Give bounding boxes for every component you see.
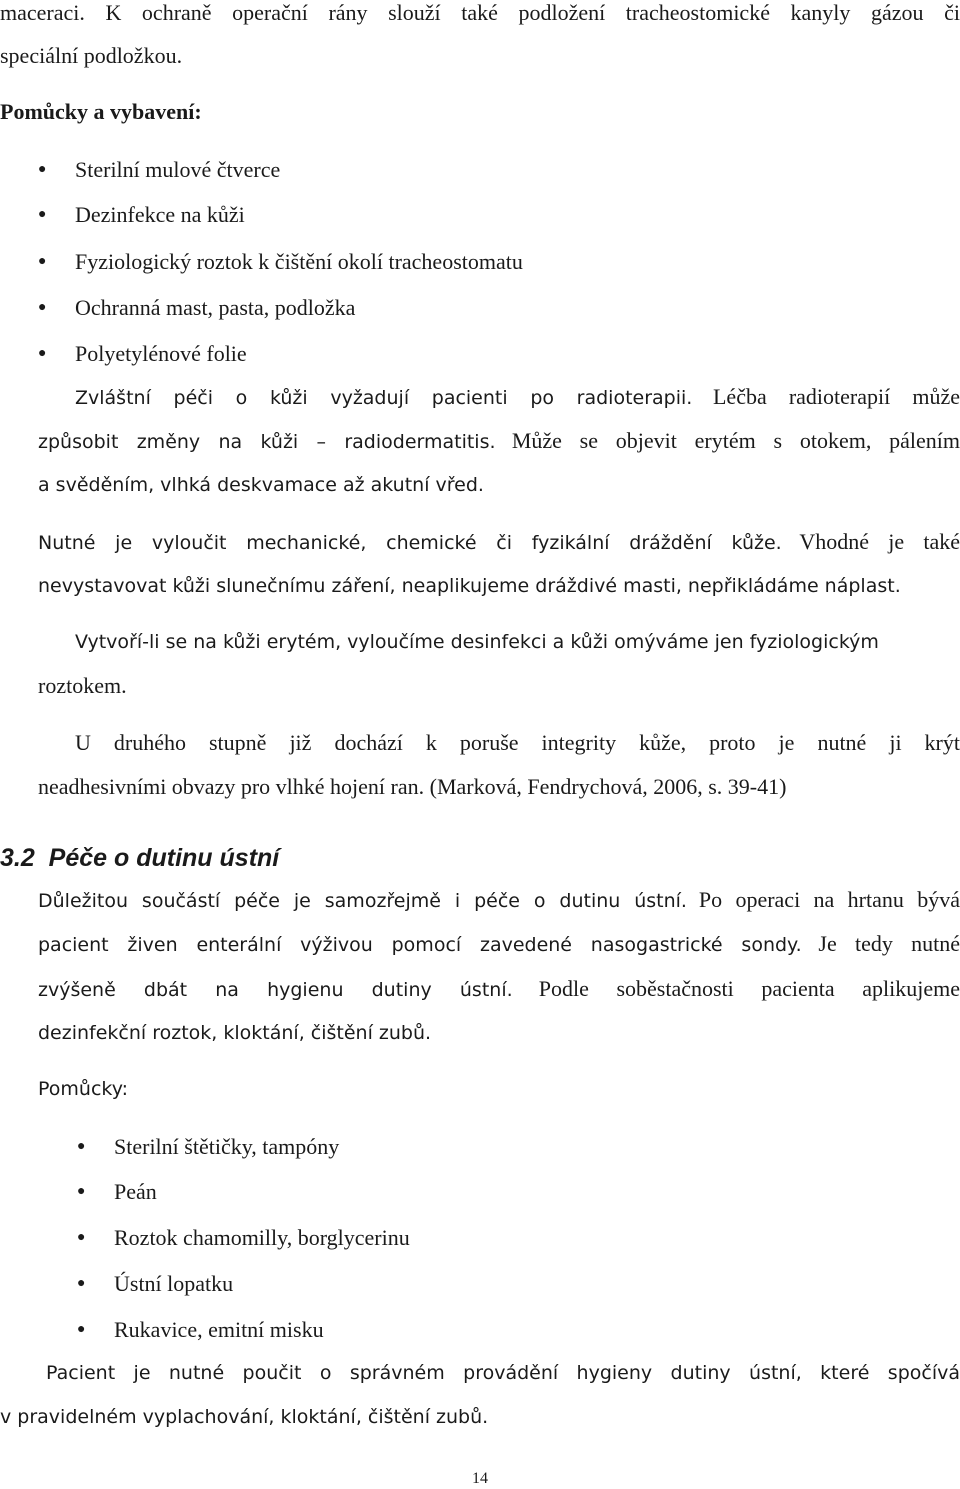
paragraph-radioterapie-line-2: způsobit změny na kůži – radiodermatitis. Může se objevit erytém s otokem, pálením [38,428,960,453]
paragraph-dutina-line-3: zvýšeně dbát na hygienu dutiny ústní. Podle soběstačnosti pacienta aplikujeme [38,976,960,1001]
paragraph-final-line-1: Pacient je nutné poučit o správném provádění hygieny dutiny ústní, které spočívá [46,1362,960,1384]
bullet-icon: ● [77,1230,86,1245]
bullet-icon: ● [77,1322,86,1337]
paragraph-druhy-stupen-line-2: neadhesivními obvazy pro vlhké hojení ran. (Marková, Fendrychová, 2006, s. 39-41) [38,774,787,799]
bullet-icon: ● [77,1139,86,1154]
bullet-icon: ● [38,207,47,222]
paragraph-druhy-stupen-line-1: U druhého stupně již dochází k poruše integrity kůže, proto je nutné ji krýt [75,730,960,755]
bullet-icon: ● [77,1184,86,1199]
list-item: Ústní lopatku [114,1271,234,1296]
paragraph-vytvori-line-2: roztokem. [38,673,127,698]
section-heading-3-2 [0,843,279,873]
paragraph-nutne-line-2: nevystavovat kůži slunečnímu záření, neaplikujeme dráždivé masti, nepřikládáme náplast. [38,575,901,597]
paragraph-dutina-line-1: Důležitou součástí péče je samozřejmě i péče o dutinu ústní. Po operaci na hrtanu bývá [38,887,960,912]
list-item: Rukavice, emitní misku [114,1317,324,1342]
intro-line-1: maceraci. K ochraně operační rány slouží také podložení tracheostomické kanyly gázou či [0,0,960,25]
list-item: Ochranná mast, pasta, podložka [75,295,356,320]
list-item: Peán [114,1179,157,1204]
bullet-icon: ● [38,300,47,315]
list-item: Polyetylénové folie [75,341,247,366]
page-number: 14 [472,1470,488,1487]
paragraph-nutne-line-1: Nutné je vyloučit mechanické, chemické či fyzikální dráždění kůže. Vhodné je také [38,529,960,554]
bullet-icon: ● [77,1276,86,1291]
pomucky-label: Pomůcky: [38,1078,128,1100]
bullet-icon: ● [38,254,47,269]
paragraph-dutina-line-4: dezinfekční roztok, kloktání, čištění zubů. [38,1022,432,1044]
bullet-icon: ● [38,162,47,177]
list-item: Roztok chamomilly, borglycerinu [114,1225,410,1250]
section-heading-pomucky-vybaveni: Pomůcky a vybavení: [0,99,202,124]
list-item: Sterilní štětičky, tampóny [114,1134,340,1159]
list-item: Fyziologický roztok k čištění okolí tracheostomatu [75,249,523,274]
paragraph-radioterapie-line-1: Zvláštní péči o kůži vyžadují pacienti po radioterapii. Léčba radioterapií může [75,384,960,409]
list-item: Dezinfekce na kůži [75,202,245,227]
bullet-icon: ● [38,346,47,361]
list-item: Sterilní mulové čtverce [75,157,281,182]
paragraph-radioterapie-line-3: a svěděním, vlhká deskvamace až akutní vřed. [38,474,484,496]
section-number: 3.2 [0,844,35,872]
paragraph-final-line-2: v pravidelném vyplachování, kloktání, čištění zubů. [0,1406,489,1428]
paragraph-dutina-line-2: pacient živen enterální výživou pomocí zavedené nasogastrické sondy. Je tedy nutné [38,931,960,956]
intro-line-2: speciální podložkou. [0,43,183,68]
section-title: Péče o dutinu ústní [48,844,280,872]
paragraph-vytvori-line-1: Vytvoří-li se na kůži erytém, vyloučíme desinfekci a kůži omýváme jen fyziologickým [75,631,879,653]
